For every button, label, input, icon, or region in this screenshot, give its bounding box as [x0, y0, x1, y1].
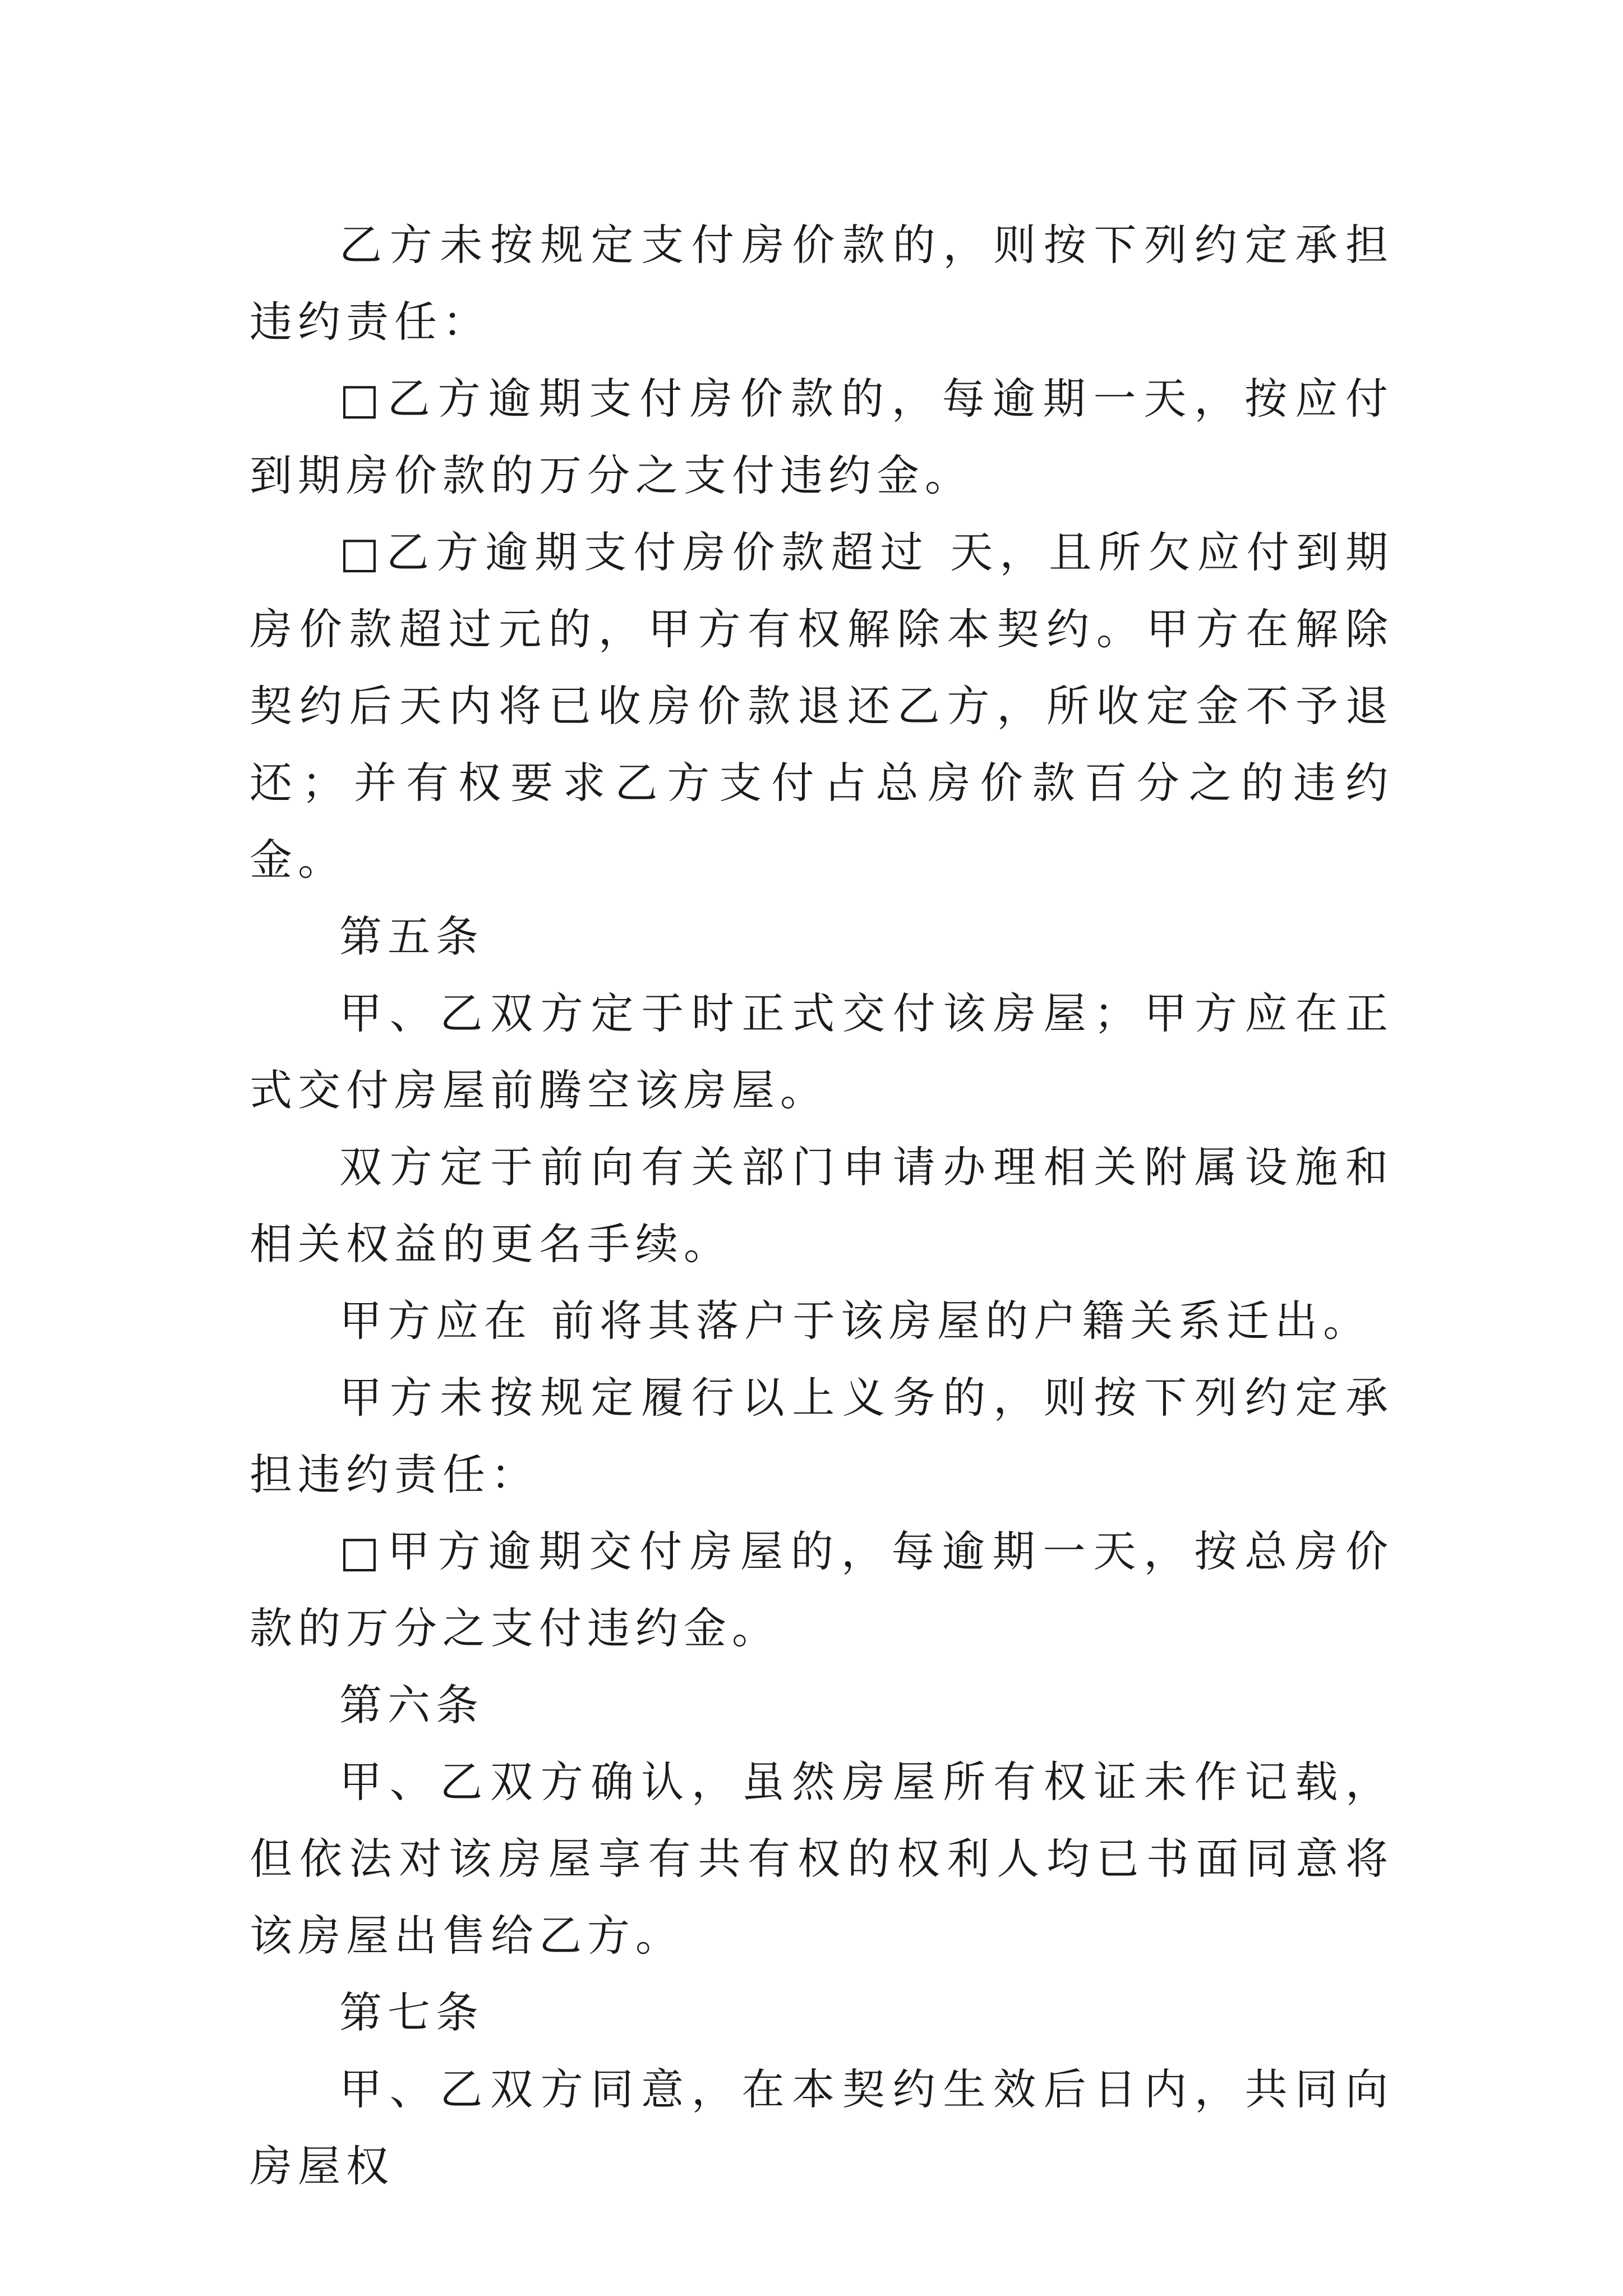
article-five-heading: 第五条 [339, 912, 484, 961]
paragraph-buyer-late-payment: □乙方逾期支付房价款的，每逾期一天，按应付到期房价款的万分之支付违约金。 [250, 374, 1394, 500]
paragraph-buyer-breach-intro: 乙方未按规定支付房价款的，则按下列约定承担违约责任： [250, 220, 1394, 347]
document-body [250, 206, 1394, 2205]
paragraph-rename-procedures: 双方定于前向有关部门申请办理相关附属设施和相关权益的更名手续。 [250, 1142, 1394, 1269]
paragraph-handover-date: 甲、乙双方定于时正式交付该房屋；甲方应在正式交付房屋前腾空该房屋。 [250, 988, 1394, 1115]
article-seven-heading: 第七条 [339, 1987, 484, 2037]
article-six-heading: 第六条 [339, 1680, 484, 1730]
paragraph-household-registration: 甲方应在 前将其落户于该房屋的户籍关系迁出。 [339, 1296, 1372, 1346]
paragraph-joint-application: 甲、乙双方同意，在本契约生效后日内，共同向房屋权 [250, 2064, 1394, 2191]
paragraph-buyer-overdue-termination: □乙方逾期支付房价款超过 天，且所欠应付到期房价款超过元的，甲方有权解除本契约。甲方在解除契约后天内将已收房价款退还乙方，所收定金不予退还；并有权要求乙方支付占总房价款百分之的违约金。 [250, 527, 1394, 885]
paragraph-seller-breach-intro: 甲方未按规定履行以上义务的，则按下列约定承担违约责任： [250, 1373, 1394, 1499]
paragraph-seller-late-delivery: □甲方逾期交付房屋的，每逾期一天，按总房价款的万分之支付违约金。 [250, 1526, 1394, 1653]
paragraph-co-owner-consent: 甲、乙双方确认，虽然房屋所有权证未作记载，但依法对该房屋享有共有权的权利人均已书面同意将该房屋出售给乙方。 [250, 1757, 1394, 1961]
